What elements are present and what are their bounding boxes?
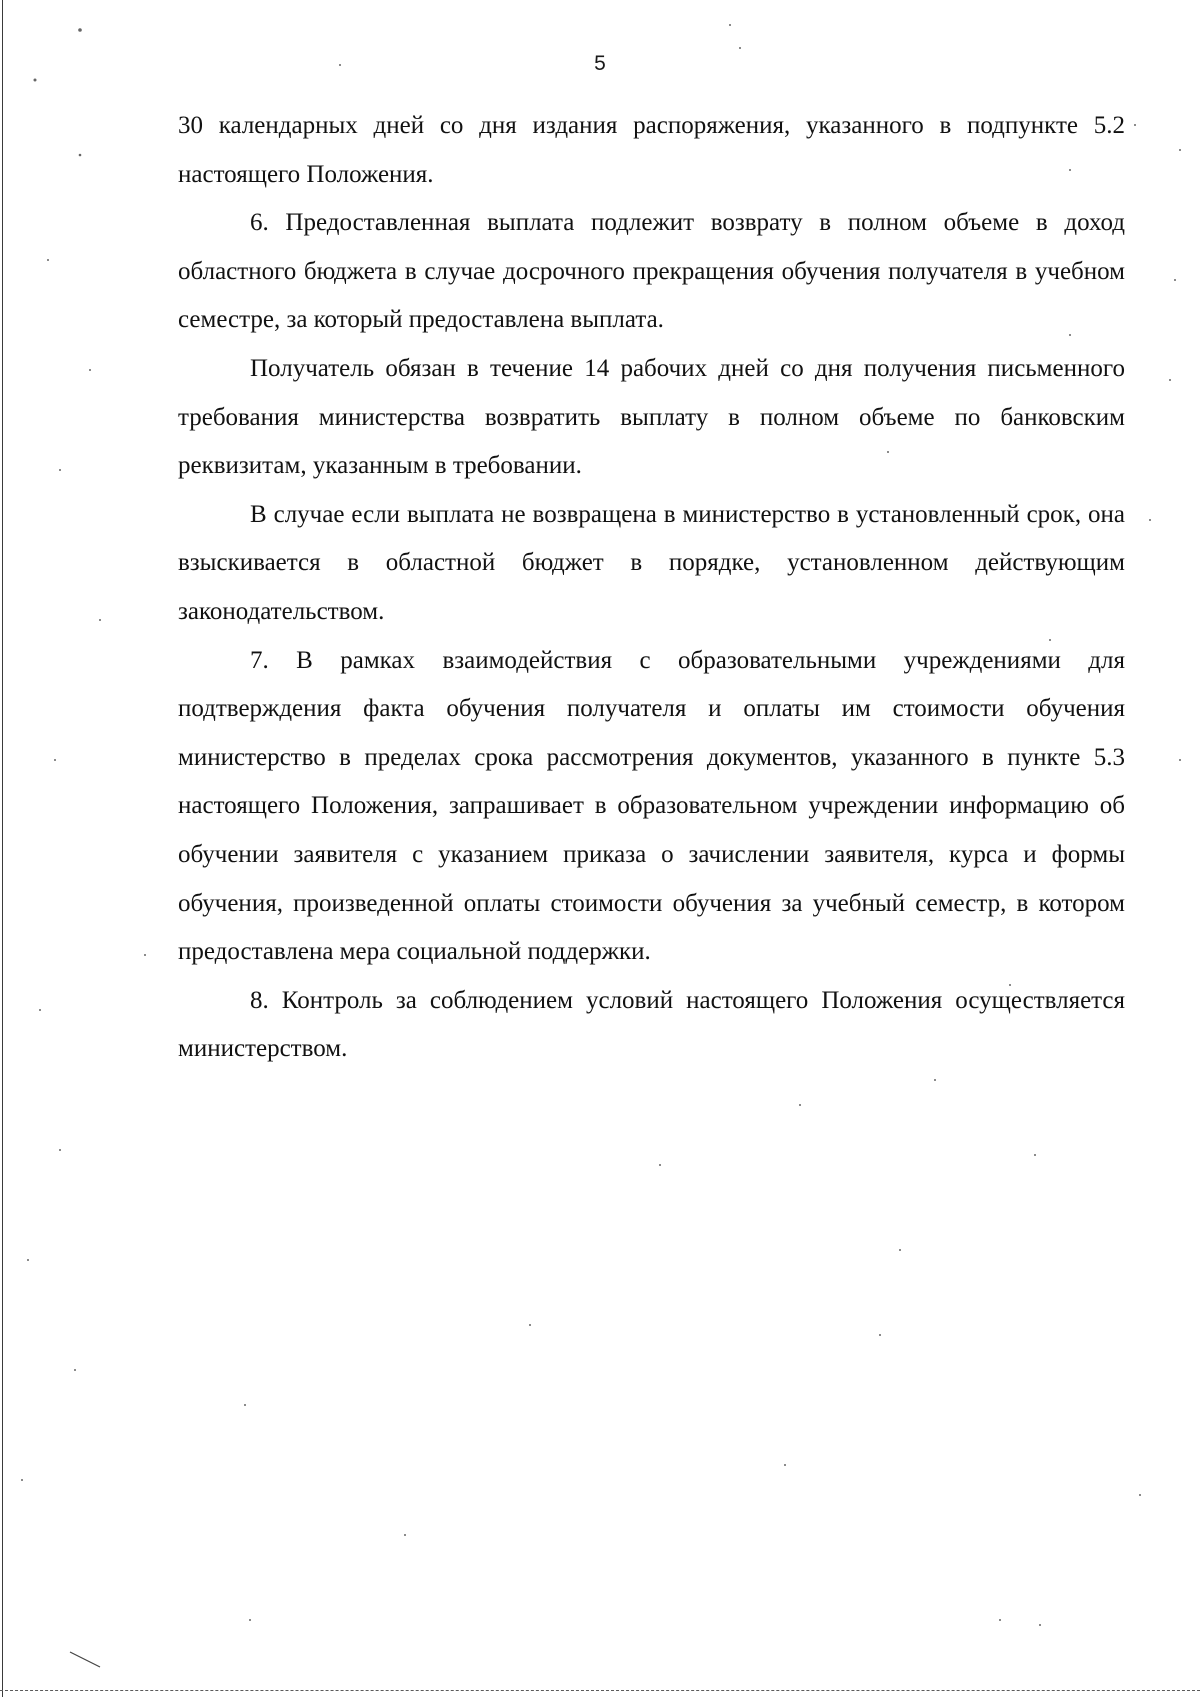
paragraph-8: 8. Контроль за соблюдением условий настоящего Положения осуществляется министерством. [178, 986, 1125, 1063]
paragraph-6: 6. Предоставленная выплата подлежит возврату в полном объеме в доход областного бюджета в случае досрочного прекращения обучения получателя в учебном семестре, за который предоставлена выплата. [178, 209, 1125, 334]
scan-bottom-edge [0, 1690, 1200, 1691]
paragraph-continuation: 30 календарных дней со дня издания распоряжения, указанного в подпункте 5.2 настоящего Положения. [178, 112, 1125, 188]
page-number: 5 [594, 52, 606, 75]
paragraph-7: 7. В рамках взаимодействия с образовательными учреждениями для подтверждения факта обучения получателя и оплаты им стоимости обучения министерство в пределах срока рассмотрения документов, указанного в пункте 5.3 настоящего Положения, запрашивает в образовательном учреждении информацию об обучении заявителя с указанием приказа о зачислении заявителя, курса и формы обучения, произведенной оплаты стоимости обучения за учебный семестр, в котором предоставлена мера социальной поддержки. [178, 646, 1125, 966]
document-body [178, 102, 1125, 1074]
paragraph-6-obligation: Получатель обязан в течение 14 рабочих дней со дня получения письменного требования министерства возвратить выплату в полном объеме по банковским реквизитам, указанным в требовании. [178, 354, 1125, 480]
paragraph-6-recovery: В случае если выплата не возвращена в министерство в установленный срок, она взыскивается в областной бюджет в порядке, установленном действующим законодательством. [178, 500, 1125, 625]
scan-left-edge [2, 0, 3, 1697]
